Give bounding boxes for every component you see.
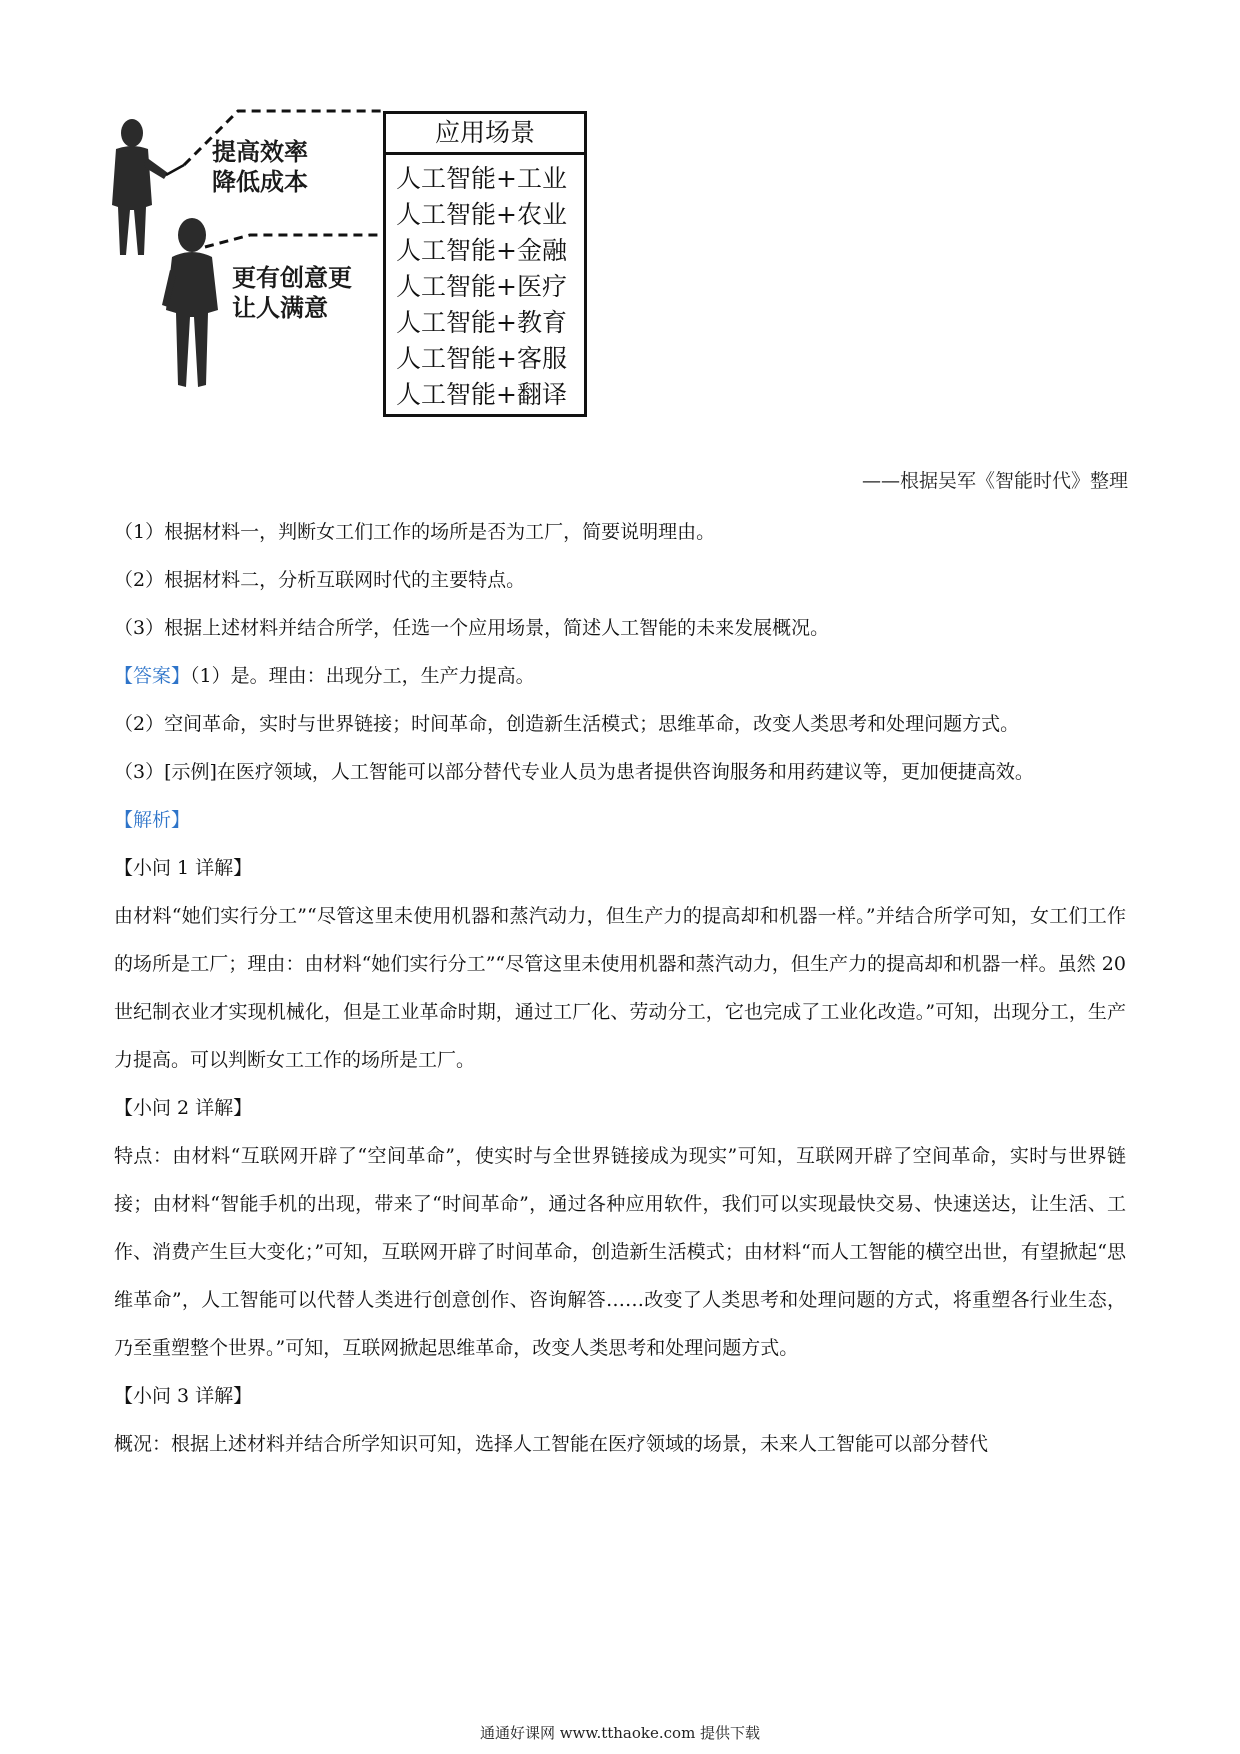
- woman-silhouette: [162, 218, 218, 387]
- efficiency-label: 提高效率 降低成本: [212, 137, 308, 196]
- creativity-label: 更有创意更 让人满意: [232, 263, 352, 322]
- scenario-item: 人工智能+工业: [396, 164, 567, 193]
- answer-line-2: （2）空间革命，实时与世界链接；时间革命，创造新生活模式；思维革命，改变人类思考和处理问题方式。: [114, 713, 1020, 735]
- q2-analysis: 特点：由材料“互联网开辟了“空间革命”，使实时与全世界链接成为现实”可知，互联网开辟了空间革命，实时与世界链接；由材料“智能手机的出现，带来了“时间革命”，通过各种应用软件，我们可以实现最快交易、快速送达，让生活、工作、消费产生巨大变化；”可知，互联网开辟了时间革命，创造新生活模式；由材料“而人工智能的横空出世，有望掀起“思维革命”，人工智能可以代替人类进行创意创作、咨询解答……改变了人类思考和处理问题的方式，将重塑各行业生态，乃至重塑整个世界。”可知，互联网掀起思维革命，改变人类思考和处理问题方式。: [114, 1145, 1126, 1359]
- box-title: 应用场景: [386, 114, 584, 155]
- answer-line-1: 【答案】（1）是。理由：出现分工，生产力提高。: [114, 665, 535, 687]
- scenario-item: 人工智能+客服: [396, 344, 567, 373]
- analysis-tag: 【解析】: [114, 809, 191, 831]
- page-footer: 通通好课网 www.tthaoke.com 提供下载: [479, 1724, 761, 1742]
- scenario-item: 人工智能+金融: [396, 236, 567, 265]
- q2-heading: 【小问 2 详解】: [114, 1097, 253, 1119]
- q3-analysis: 概况：根据上述材料并结合所学知识可知，选择人工智能在医疗领域的场景，未来人工智能可以部分替代: [114, 1433, 989, 1455]
- q3-heading: 【小问 3 详解】: [114, 1385, 253, 1407]
- scenario-item: 人工智能+农业: [396, 200, 567, 229]
- answer-line-3: （3）[示例]在医疗领域，人工智能可以部分替代专业人员为患者提供咨询服务和用药建议等，更加便捷高效。: [114, 761, 1034, 783]
- document-body: [114, 508, 1126, 1468]
- ai-application-figure: [110, 95, 590, 440]
- scenario-item: 人工智能+翻译: [396, 380, 567, 409]
- question-2: （2）根据材料二，分析互联网时代的主要特点。: [114, 569, 526, 591]
- man-silhouette: [112, 119, 168, 255]
- answer-tag: 【答案】: [114, 665, 191, 687]
- application-scenarios-box: [383, 111, 587, 417]
- q1-analysis: 由材料“她们实行分工”“尽管这里未使用机器和蒸汽动力，但生产力的提高却和机器一样。”并结合所学可知，女工们工作的场所是工厂；理由：由材料“她们实行分工”“尽管这里未使用机器和蒸汽动力，但生产力的提高却和机器一样。虽然 20 世纪制衣业才实现机械化，但是工业革命时期，通过工厂化、劳动分工，它也完成了工业化改造。”可知，出现分工，生产力提高。可以判断女工工作的场所是工厂。: [114, 905, 1126, 1071]
- q1-heading: 【小问 1 详解】: [114, 857, 253, 879]
- question-3: （3）根据上述材料并结合所学，任选一个应用场景，简述人工智能的未来发展概况。: [114, 617, 830, 639]
- figure-source: ——根据吴军《智能时代》整理: [861, 470, 1128, 492]
- question-1: （1）根据材料一，判断女工们工作的场所是否为工厂，简要说明理由。: [114, 521, 716, 543]
- scenario-item: 人工智能+医疗: [396, 272, 567, 301]
- scenario-item: 人工智能+教育: [396, 308, 567, 337]
